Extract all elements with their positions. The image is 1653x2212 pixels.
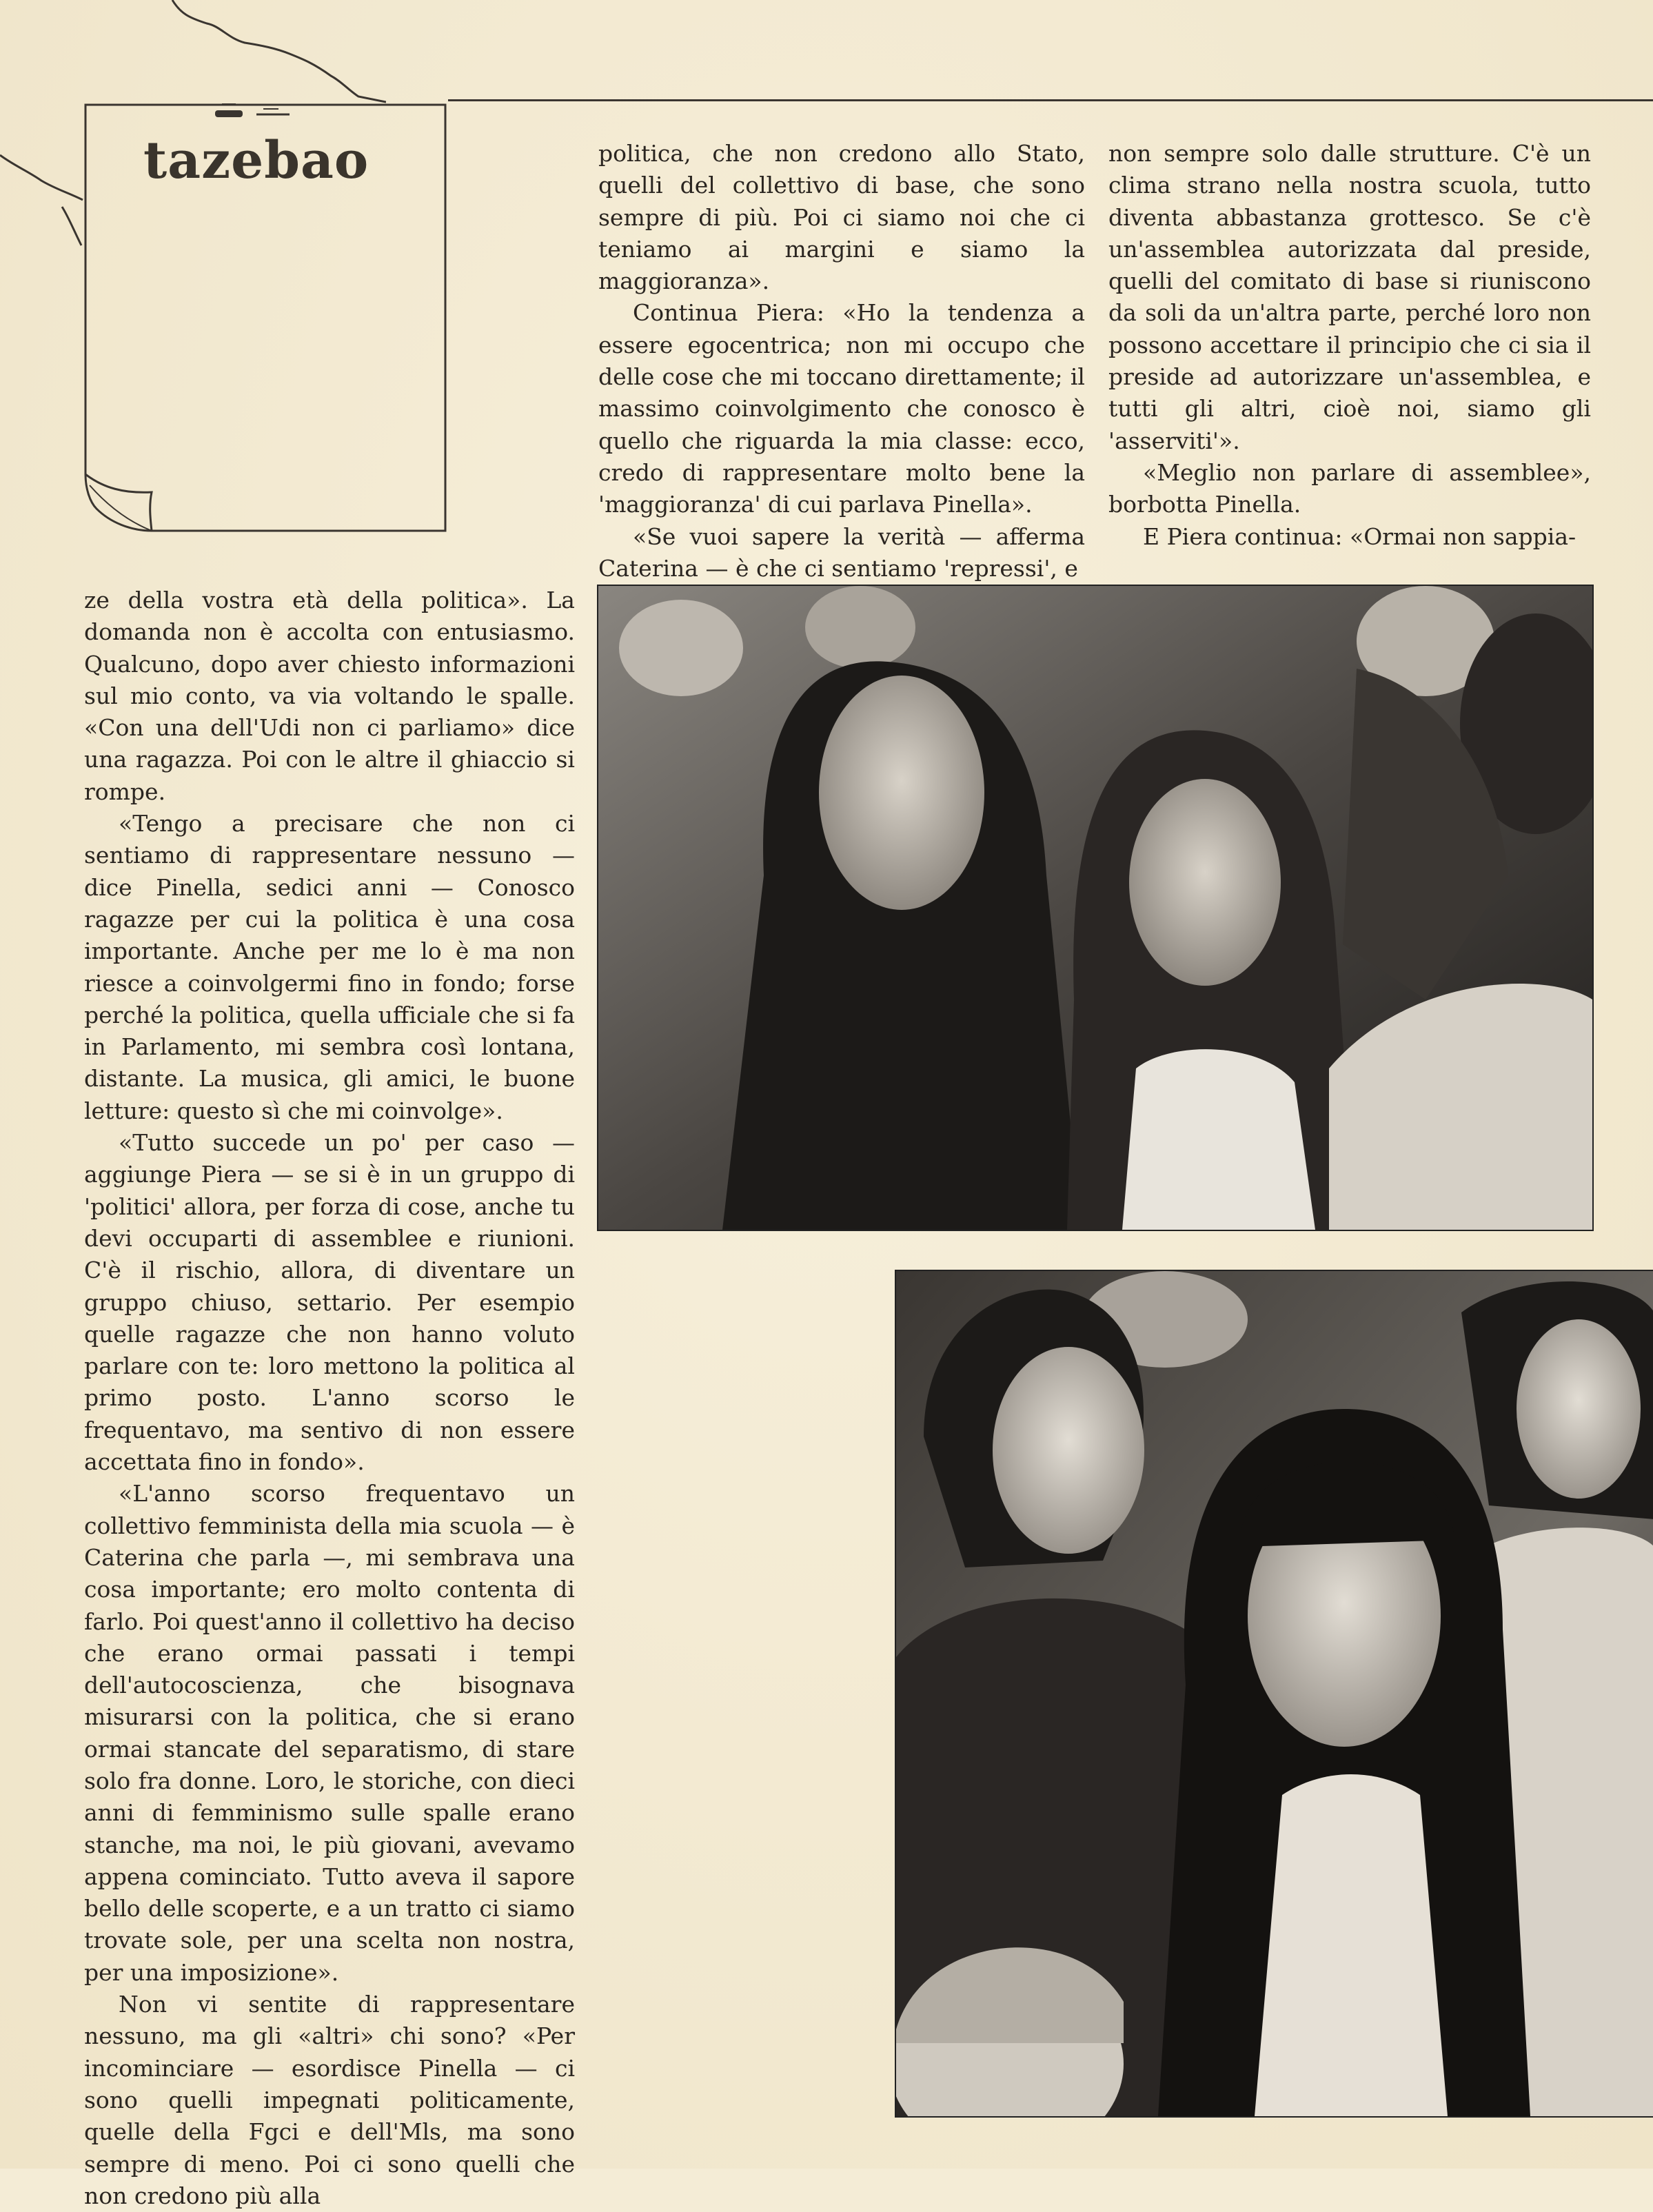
paragraph: «Tutto succede un po' per caso — aggiunge Piera — se si è in un gruppo di 'politici' allora, per forza di cose, anche tu devi occuparti di assemblee e riunioni. C'è il rischio, allora, di diventare un gruppo chiuso, settario. Per esempio quelle ragazze che non hanno voluto parlare con te: loro mettono la politica al primo posto. L'anno scorso le frequentavo, ma sentivo di non essere accettata fino in fondo». [84, 1129, 575, 1476]
paragraph: Non vi sentite di rappresentare nessuno, ma gli «altri» chi sono? «Per incominciare — esordisce Pinella — ci sono quelli impegnati politicamente, quelle della Fgci e dell'Mls, ma sono sempre di meno. Poi ci sono quelli che non credono più alla [84, 1991, 575, 2209]
paragraph: politica, che non credono allo Stato, quelli del collettivo di base, che sono sempre di più. Poi ci siamo noi che ci teniamo ai margini e siamo la maggioranza». [598, 140, 1085, 295]
paragraph: E Piera continua: «Ormai non sappia- [1143, 522, 1576, 550]
column-left [84, 585, 575, 2212]
photo-boy-and-girl [895, 1270, 1653, 2118]
paragraph: Continua Piera: «Ho la tendenza a essere egocentrica; non mi occupo che delle cose che mi toccano direttamente; il massimo coinvolgimento che conosco è quello che riguarda la mia classe: ecco, credo di rappresentare molto bene la 'maggioranza' di cui parlava Pinella». [598, 299, 1085, 518]
column-top-right [1108, 138, 1591, 553]
paragraph: non sempre solo dalle strutture. C'è un clima strano nella nostra scuola, tutto diventa abbastanza grottesco. Se c'è un'assemblea autorizzata dal preside, quelli del comitato di base si riuniscono da soli da un'altra parte, perché loro non possono accettare il principio che ci sia il preside ad autorizzare un'assemblea, e tutti gli altri, cioè noi, siamo gli 'asserviti'». [1108, 140, 1591, 454]
paragraph: «Se vuoi sapere la verità — afferma Caterina — è che ci sentiamo 'repressi', e [598, 522, 1085, 582]
paragraph: ze della vostra età della politica». La domanda non è accolta con entusiasmo. Qualcuno, dopo aver chiesto informazioni sul mio conto, va via voltando le spalle. «Con una dell'Udi non ci parliamo» dice una ragazza. Poi con le altre il ghiaccio si rompe. [84, 587, 575, 805]
paragraph: «Tengo a precisare che non ci sentiamo di rappresentare nessuno — dice Pinella, sedici anni — Conosco ragazze per cui la politica è una cosa importante. Anche per me lo è ma non riesce a coinvolgermi fino in fondo; forse perché la politica, quella ufficiale che si fa in Parlamento, mi sembra così lontana, distante. La musica, gli amici, le buone letture: questo sì che mi coinvolge». [84, 810, 575, 1124]
paragraph: «L'anno scorso frequentavo un collettivo femminista della mia scuola — è Caterina che parla —, mi sembrava una cosa importante; ero molto contenta di farlo. Poi quest'anno il collettivo ha deciso che erano ormai passati i tempi dell'autocoscienza, che bisognava misurarsi con la politica, che si erano ormai stancate del separatismo, di stare solo fra donne. Loro, le storiche, con dieci anni di femminismo sulle spalle erano stanche, ma noi, le più giovani, avevamo appena cominciato. Tutto aveva il sapore bello delle scoperte, e a un tratto ci siamo trovate sole, per una scelta non nostra, per una imposizione». [84, 1480, 575, 1986]
column-top-middle [598, 138, 1085, 585]
section-title: tazebao [143, 131, 369, 190]
paragraph: «Meglio non parlare di assemblee», borbotta Pinella. [1108, 458, 1591, 518]
photo-two-girls [597, 585, 1594, 1231]
header-rule [448, 99, 1653, 101]
pushpin-icon [212, 103, 323, 124]
